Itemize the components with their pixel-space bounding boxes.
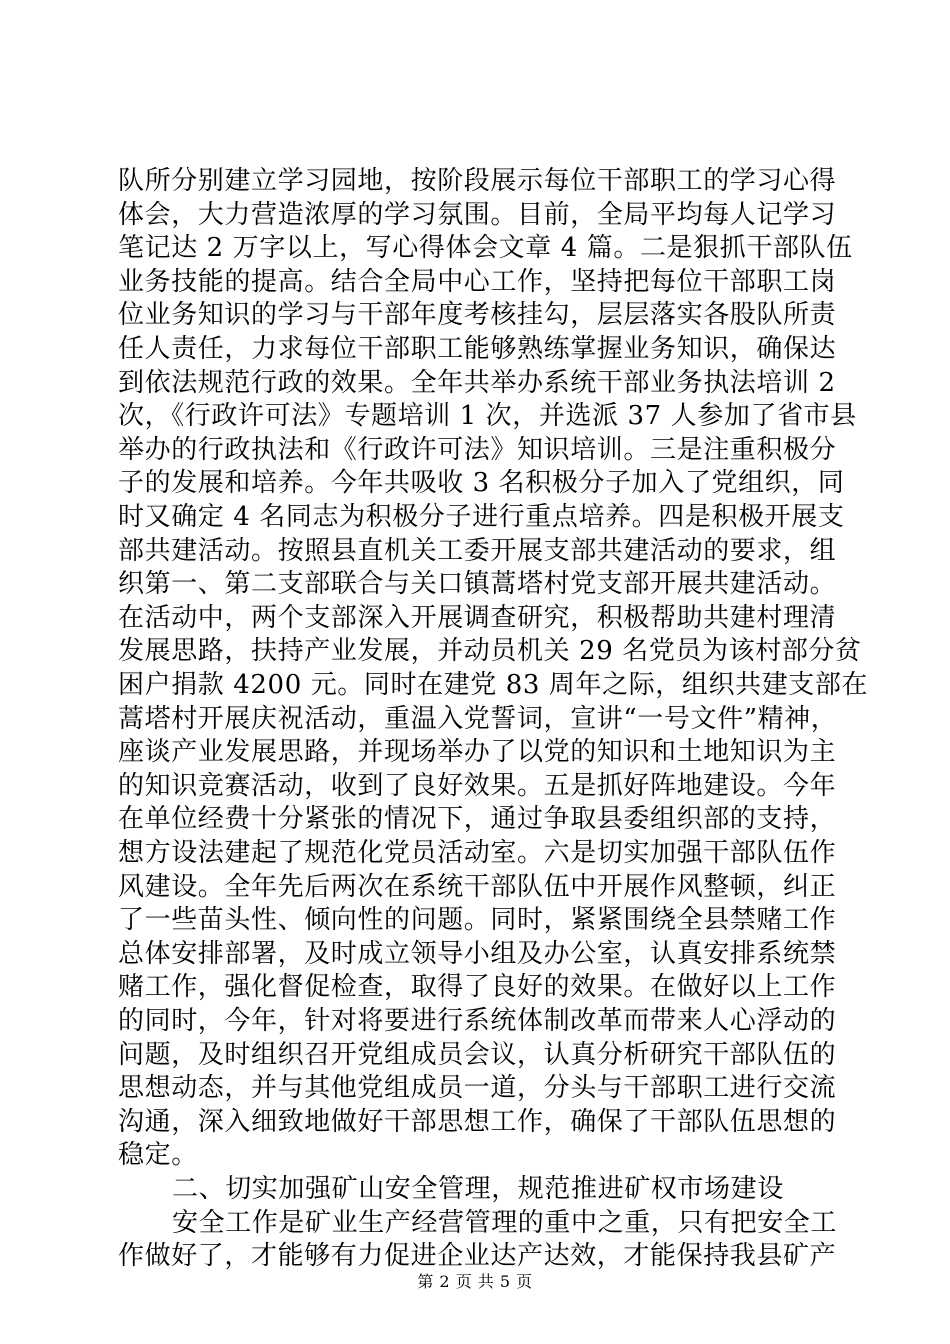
paragraph-line: 业务技能的提高。结合全局中心工作，坚持把每位干部职工岗 [118, 267, 837, 297]
paragraph-line: 思想动态，并与其他党组成员一道，分头与干部职工进行交流 [118, 1073, 837, 1103]
paragraph-line: 座谈产业发展思路，并现场举办了以党的知识和土地知识为主 [118, 737, 837, 767]
paragraph-line: 在单位经费十分紧张的情况下，通过争取县委组织部的支持， [118, 804, 837, 834]
paragraph-line: 在活动中，两个支部深入开展调查研究，积极帮助共建村理清 [118, 603, 837, 633]
paragraph-line: 安全工作是矿业生产经营管理的重中之重，只有把安全工 [172, 1208, 838, 1238]
paragraph-line: 体会，大力营造浓厚的学习氛围。目前，全局平均每人记学习 [118, 200, 837, 230]
paragraph-line: 到依法规范行政的效果。全年共举办系统干部业务执法培训 2 [118, 368, 836, 398]
paragraph-line: 举办的行政执法和《行政许可法》知识培训。三是注重积极分 [118, 435, 837, 465]
paragraph-line: 稳定。 [118, 1140, 198, 1170]
paragraph-line: 作做好了，才能够有力促进企业达产达效，才能保持我县矿产 [118, 1241, 837, 1271]
paragraph-line: 蒿塔村开展庆祝活动，重温入党誓词，宣讲“一号文件”精神， [118, 704, 838, 734]
paragraph-line: 赌工作，强化督促检查，取得了良好的效果。在做好以上工作 [118, 972, 837, 1002]
paragraph-line: 总体安排部署，及时成立领导小组及办公室，认真安排系统禁 [118, 939, 837, 969]
paragraph-line: 部共建活动。按照县直机关工委开展支部共建活动的要求，组 [118, 536, 837, 566]
paragraph-line: 队所分别建立学习园地，按阶段展示每位干部职工的学习心得 [118, 166, 837, 196]
paragraph-line: 了一些苗头性、倾向性的问题。同时，紧紧围绕全县禁赌工作 [118, 905, 837, 935]
paragraph-line: 的同时，今年，针对将要进行系统体制改革而带来人心浮动的 [118, 1006, 837, 1036]
paragraph-line: 困户捐款 4200 元。同时在建党 83 周年之际，组织共建支部在 [118, 670, 869, 700]
paragraph-line: 的知识竞赛活动，收到了良好效果。五是抓好阵地建设。今年 [118, 771, 837, 801]
paragraph-line: 位业务知识的学习与干部年度考核挂勾，层层落实各股队所责 [118, 300, 837, 330]
paragraph-line: 发展思路，扶持产业发展，并动员机关 29 名党员为该村部分贫 [118, 636, 862, 666]
paragraph-line: 笔记达 2 万字以上，写心得体会文章 4 篇。二是狠抓干部队伍 [118, 233, 853, 263]
paragraph-line: 问题，及时组织召开党组成员会议，认真分析研究干部队伍的 [118, 1040, 837, 1070]
paragraph-line: 想方设法建起了规范化党员活动室。六是切实加强干部队伍作 [118, 838, 837, 868]
paragraph-line: 织第一、第二支部联合与关口镇蒿塔村党支部开展共建活动。 [118, 569, 837, 599]
paragraph-line: 任人责任，力求每位干部职工能够熟练掌握业务知识，确保达 [118, 334, 837, 364]
page-footer: 第 2 页 共 5 页 [417, 1272, 533, 1291]
paragraph-line: 风建设。全年先后两次在系统干部队伍中开展作风整顿，纠正 [118, 872, 837, 902]
section-heading: 二、切实加强矿山安全管理，规范推进矿权市场建设 [172, 1174, 784, 1204]
paragraph-line: 次，《行政许可法》专题培训 1 次，并选派 37 人参加了省市县 [118, 401, 857, 431]
paragraph-line: 时又确定 4 名同志为积极分子进行重点培养。四是积极开展支 [118, 502, 845, 532]
paragraph-line: 子的发展和培养。今年共吸收 3 名积极分子加入了党组织，同 [118, 468, 845, 498]
paragraph-line: 沟通，深入细致地做好干部思想工作，确保了干部队伍思想的 [118, 1107, 837, 1137]
